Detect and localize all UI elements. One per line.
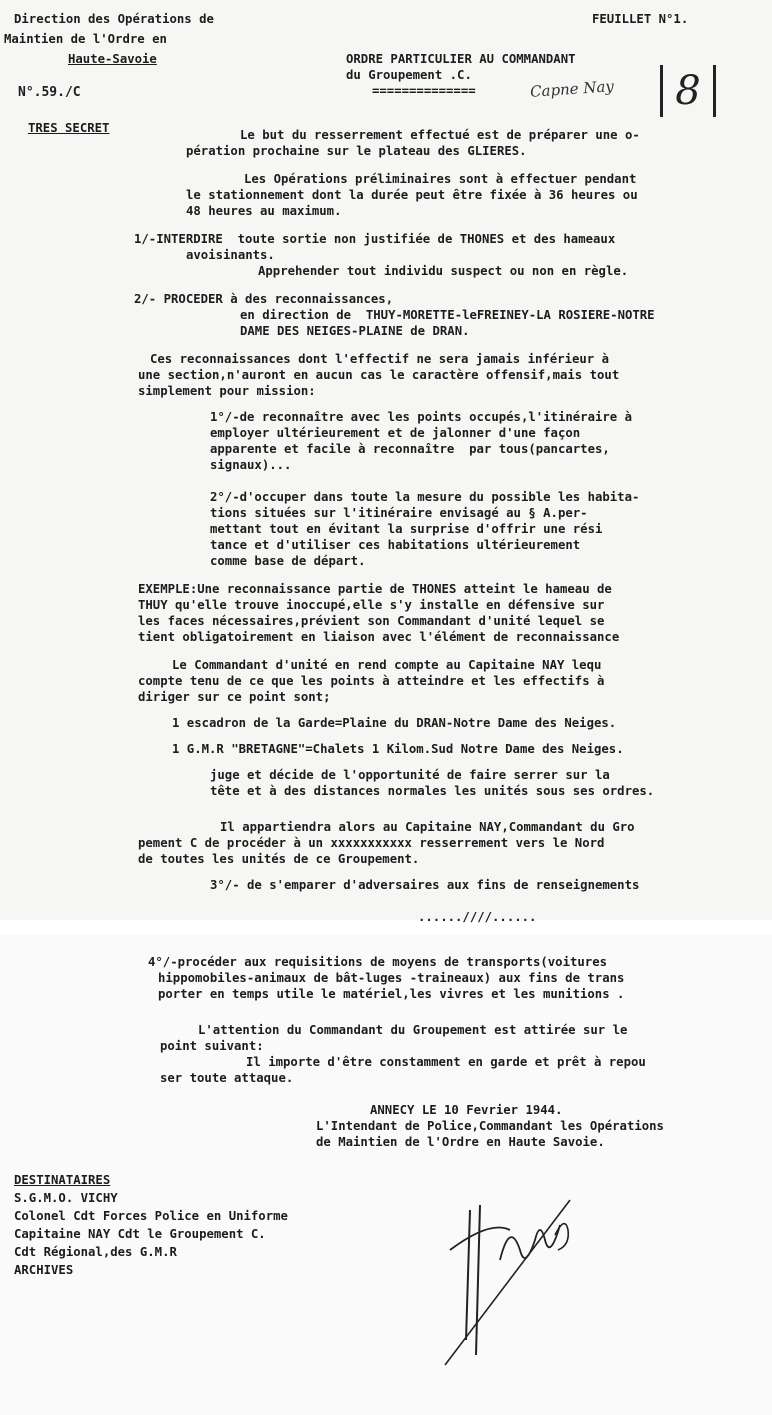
- body-line: juge et décide de l'opportunité de faire serrer sur la: [210, 768, 610, 782]
- page-separator: ......////......: [418, 910, 537, 924]
- recipient-item: ARCHIVES: [14, 1263, 74, 1277]
- order-title-line2: du Groupement .C.: [346, 68, 472, 82]
- body-line: Ces reconnaissances dont l'effectif ne sera jamais inférieur à: [150, 352, 610, 366]
- body-line: 1 escadron de la Garde=Plaine du DRAN-Notre Dame des Neiges.: [172, 716, 617, 730]
- body-line: diriger sur ce point sont;: [138, 690, 331, 704]
- header-haute-savoie: Haute-Savoie: [68, 52, 157, 66]
- body-line: DAME DES NEIGES-PLAINE de DRAN.: [240, 324, 470, 338]
- body-line: pération prochaine sur le plateau des GLIERES.: [186, 144, 527, 158]
- order-title-line1: ORDRE PARTICULIER AU COMMANDANT: [346, 52, 576, 66]
- body-line: de toutes les unités de ce Groupement.: [138, 852, 420, 866]
- body-line: 48 heures au maximum.: [186, 204, 342, 218]
- body-line: signaux)...: [210, 458, 292, 472]
- body-line: employer ultérieurement et de jalonner d'une façon: [210, 426, 581, 440]
- page-two: [0, 935, 772, 1415]
- body-line: hippomobiles-animaux de bât-luges -traineaux) aux fins de trans: [158, 971, 625, 985]
- body-line: tance et d'utiliser ces habitations ultérieurement: [210, 538, 581, 552]
- recipient-item: Colonel Cdt Forces Police en Uniforme: [14, 1209, 288, 1223]
- date-line: ANNECY LE 10 Fevrier 1944.: [370, 1103, 563, 1117]
- body-line: mettant tout en évitant la surprise d'offrir une rési: [210, 522, 603, 536]
- order-title-rule: ==============: [372, 84, 476, 98]
- body-line: tête et à des distances normales les unités sous ses ordres.: [210, 784, 655, 798]
- recipients-heading: DESTINATAIRES: [14, 1173, 111, 1187]
- body-line: Il importe d'être constamment en garde et prêt à repou: [246, 1055, 646, 1069]
- signatory-title: L'Intendant de Police,Commandant les Opérations: [316, 1119, 664, 1133]
- signatory-title: de Maintien de l'Ordre en Haute Savoie.: [316, 1135, 605, 1149]
- header-direction: Direction des Opérations de: [14, 12, 214, 26]
- body-line: en direction de THUY-MORETTE-leFREINEY-LA ROSIERE-NOTRE: [240, 308, 655, 322]
- header-maintien: Maintien de l'Ordre en: [4, 32, 167, 46]
- body-line: tions situées sur l'itinéraire envisagé au § A.per-: [210, 506, 588, 520]
- body-line-interdire: 1/-INTERDIRE toute sortie non justifiée de THONES et des hameaux: [134, 232, 616, 246]
- body-line-exemple: EXEMPLE:Une reconnaissance partie de THONES atteint le hameau de: [138, 582, 612, 596]
- body-line: 4°/-procéder aux requisitions de moyens de transports(voitures: [148, 955, 608, 969]
- body-line: le stationnement dont la durée peut être fixée à 36 heures ou: [186, 188, 638, 202]
- feuillet-number: FEUILLET N°1.: [592, 12, 689, 26]
- body-line: THUY qu'elle trouve inoccupé,elle s'y installe en défensive sur: [138, 598, 605, 612]
- body-line: les faces nécessaires,prévient son Commandant d'unité lequel se: [138, 614, 605, 628]
- body-line: porter en temps utile le matériel,les vivres et les munitions .: [158, 987, 625, 1001]
- body-line: point suivant:: [160, 1039, 264, 1053]
- body-line: 2°/-d'occuper dans toute la mesure du possible les habita-: [210, 490, 640, 504]
- body-line: pement C de procéder à un xxxxxxxxxxx resserrement vers le Nord: [138, 836, 605, 850]
- body-line: Le Commandant d'unité en rend compte au Capitaine NAY lequ: [172, 658, 602, 672]
- body-line: Les Opérations préliminaires sont à effectuer pendant: [244, 172, 637, 186]
- body-line: une section,n'auront en aucun cas le caractère offensif,mais tout: [138, 368, 620, 382]
- reference-number: N°.59./C: [18, 85, 81, 100]
- recipient-item: Cdt Régional,des G.M.R: [14, 1245, 177, 1259]
- body-line: 1 G.M.R "BRETAGNE"=Chalets 1 Kilom.Sud Notre Dame des Neiges.: [172, 742, 624, 756]
- body-line: ser toute attaque.: [160, 1071, 294, 1085]
- body-line: apparente et facile à reconnaître par tous(pancartes,: [210, 442, 610, 456]
- body-line: Apprehender tout individu suspect ou non en règle.: [258, 264, 629, 278]
- recipient-item: Capitaine NAY Cdt le Groupement C.: [14, 1227, 266, 1241]
- body-line: 1°/-de reconnaître avec les points occupés,l'itinéraire à: [210, 410, 632, 424]
- classification-stamp: TRES SECRET: [28, 121, 110, 135]
- handwritten-note: Capne Nay: [529, 77, 615, 101]
- body-line: Le but du resserrement effectué est de préparer une o-: [240, 128, 640, 142]
- body-line: 3°/- de s'emparer d'adversaires aux fins de renseignements: [210, 878, 640, 892]
- body-line: tient obligatoirement en liaison avec l'élément de reconnaissance: [138, 630, 620, 644]
- boxed-page-number: 8: [660, 65, 716, 117]
- body-line: Il appartiendra alors au Capitaine NAY,Commandant du Gro: [220, 820, 635, 834]
- body-line: simplement pour mission:: [138, 384, 316, 398]
- signature-mark: [440, 1190, 590, 1370]
- body-line-proceder: 2/- PROCEDER à des reconnaissances,: [134, 292, 394, 306]
- recipient-item: S.G.M.O. VICHY: [14, 1191, 118, 1205]
- body-line: L'attention du Commandant du Groupement est attirée sur le: [198, 1023, 628, 1037]
- body-line: comme base de départ.: [210, 554, 366, 568]
- body-line: compte tenu de ce que les points à atteindre et les effectifs à: [138, 674, 605, 688]
- body-line: avoisinants.: [186, 248, 275, 262]
